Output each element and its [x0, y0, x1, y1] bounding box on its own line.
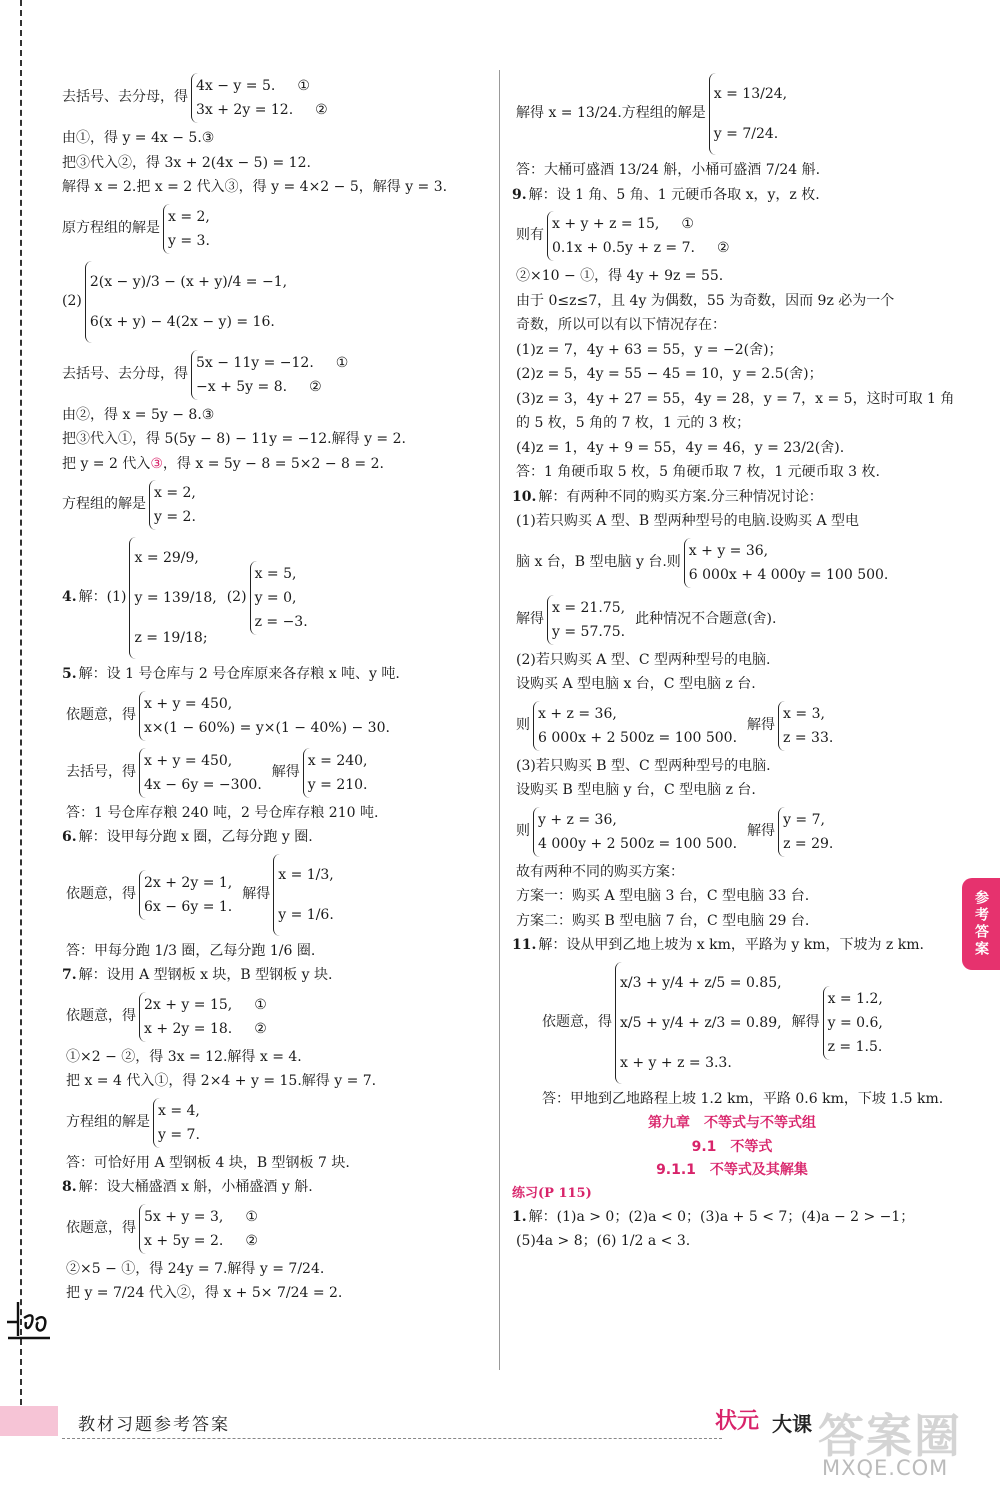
question-number: 10. — [512, 488, 537, 505]
eq: x + y = 450, — [144, 752, 233, 769]
line: (1)z = 7，4y + 63 = 55，y = −2(舍)； — [516, 341, 783, 358]
eq: x = 1/3, — [278, 866, 334, 883]
eq: x + z = 36, — [538, 705, 617, 722]
text: (2) — [226, 589, 247, 606]
footer — [0, 1400, 1000, 1487]
eq: y = 1/6. — [278, 906, 334, 923]
question-number: 6. — [62, 829, 77, 845]
eq: 4x − y = 5. — [196, 78, 276, 94]
text: 此种情况不合题意(舍). — [635, 610, 777, 627]
text: 解得 — [516, 610, 544, 627]
question-number: 7. — [62, 967, 77, 983]
line: 奇数，所以可以有以下情况存在： — [516, 317, 726, 333]
eq: x = 13/24, — [713, 86, 788, 102]
eq-mark: ② — [245, 1232, 258, 1249]
eq: y = 210. — [307, 776, 368, 793]
subsection-heading: 9.1.1 不等式及其解集 — [656, 1162, 808, 1178]
equation-system — [823, 986, 883, 1060]
eq: x = 5, — [254, 566, 297, 582]
eq: y = 3. — [168, 232, 210, 249]
exercise-1 — [512, 1209, 952, 1227]
line: 解得 x = 2.把 x = 2 代入③，得 y = 4×2 − 5，解得 y = 3. — [62, 179, 448, 195]
eq: z = 29. — [783, 835, 834, 852]
eq: x×(1 − 60%) = y×(1 − 40%) − 30. — [144, 719, 390, 736]
line — [512, 962, 952, 1084]
line: (2)z = 5，4y = 55 − 45 = 10，y = 2.5(舍)； — [516, 366, 823, 382]
equation-system — [129, 537, 216, 659]
right-column — [512, 66, 955, 1258]
text-marked: ③ — [150, 455, 163, 472]
eq: x + 5y = 2. — [144, 1232, 224, 1249]
eq: x/3 + y/4 + z/5 = 0.85, — [620, 974, 782, 991]
eq: 2(x − y)/3 − (x + y)/4 = −1, — [89, 273, 288, 290]
line — [62, 1204, 492, 1254]
equation-system — [139, 748, 262, 798]
line — [512, 73, 952, 155]
text: 方程组的解是 — [62, 496, 146, 513]
line: 由②，得 x = 5y − 8.③ — [62, 406, 215, 423]
eq: x + 2y = 18. — [144, 1020, 233, 1037]
question-10 — [512, 489, 952, 507]
eq-mark: ① — [335, 354, 349, 371]
eq: x + y + z = 3.3. — [620, 1054, 732, 1071]
column-divider — [499, 70, 500, 1370]
question-7 — [62, 967, 492, 985]
equation-system — [547, 595, 625, 645]
line: 答：可恰好用 A 型钢板 4 块，B 型钢板 7 块. — [66, 1154, 350, 1171]
cut-line — [20, 0, 22, 1405]
equation-system — [533, 807, 737, 857]
line — [62, 73, 492, 123]
eq: x + y = 450, — [144, 695, 233, 712]
equation-system — [191, 73, 328, 123]
question-number: 9. — [512, 186, 527, 203]
text: 解得 — [242, 885, 271, 902]
eq: x + y = 36, — [688, 542, 769, 559]
eq: 2x + 2y = 1, — [144, 874, 233, 891]
equation-system — [547, 211, 730, 261]
eq-mark: ① — [254, 996, 267, 1013]
equation-system — [303, 748, 368, 798]
line — [512, 807, 952, 857]
line — [62, 691, 492, 741]
eq: 6 000x + 4 000y = 100 500. — [688, 566, 889, 583]
equation-system — [533, 701, 737, 751]
eq-mark: ① — [245, 1208, 258, 1225]
question-number: 4. — [62, 589, 77, 606]
equation-system — [149, 480, 196, 530]
equation-system — [139, 992, 267, 1042]
line — [62, 350, 492, 400]
equation-system — [709, 73, 787, 155]
question-number: 5. — [62, 666, 77, 682]
line: 把③代入②，得 3x + 2(4x − 5) = 12. — [62, 154, 311, 171]
eq-mark: ② — [315, 102, 328, 118]
line — [62, 748, 492, 798]
text: 解：(1)a > 0；(2)a < 0；(3)a + 5 < 7；(4)a − 2 > −1； — [528, 1208, 915, 1225]
text: 原方程组的解是 — [62, 219, 160, 236]
line: (1)若只购买 A 型、B 型两种型号的电脑.设购买 A 型电 — [516, 513, 860, 529]
text: (2) — [62, 292, 82, 309]
line — [62, 204, 492, 254]
eq: 0.1x + 0.5y + z = 7. — [552, 240, 695, 256]
line: ②×10 − ①，得 4y + 9z = 55. — [516, 268, 724, 284]
text: 则 — [516, 822, 530, 839]
eq: x = 240, — [307, 752, 368, 769]
text: 解：设用 A 型钢板 x 块，B 型钢板 y 块. — [78, 967, 333, 983]
line: 故有两种不同的购买方案： — [516, 863, 684, 880]
eq: 6x − 6y = 1. — [144, 898, 233, 915]
text: 解得 — [791, 1013, 820, 1030]
text: 依题意，得 — [542, 1013, 612, 1030]
eq: z = 1.5. — [827, 1038, 883, 1055]
eq: x + y + z = 15, — [552, 216, 660, 232]
line — [512, 595, 952, 645]
text: ，得 x = 5y − 8 = 5×2 − 8 = 2. — [162, 455, 384, 472]
text: 解：设 1 角、5 角、1 元硬币各取 x，y，z 枚. — [528, 186, 820, 203]
text: 解：(1) — [78, 589, 127, 606]
eq: y = 7, — [783, 811, 825, 828]
eq-mark: ② — [254, 1020, 267, 1037]
text: 把 y = 2 代入 — [62, 455, 151, 472]
line — [62, 992, 492, 1042]
equation-system — [139, 691, 390, 741]
line: 方案一：购买 A 型电脑 3 台，C 型电脑 33 台. — [516, 888, 810, 904]
eq: x = 21.75, — [552, 599, 626, 616]
eq: x = 1.2, — [827, 990, 883, 1007]
eq: x = 2, — [168, 208, 210, 225]
equation-system — [139, 870, 232, 920]
equation-system — [615, 962, 782, 1084]
line — [62, 456, 492, 474]
question-number: 8. — [62, 1179, 77, 1195]
line: 答：1 角硬币取 5 枚，5 角硬币取 7 枚，1 元硬币取 3 枚. — [516, 464, 880, 480]
line — [512, 701, 952, 751]
question-5 — [62, 666, 492, 684]
section-heading: 9.1 不等式 — [691, 1138, 773, 1155]
eq: y = 139/18, — [134, 590, 217, 606]
line: 由于 0≤z≤7，且 4y 为偶数，55 为奇数，因而 9z 必为一个 — [516, 292, 895, 309]
equation-system — [778, 701, 833, 751]
text: 依题意，得 — [66, 1007, 136, 1024]
eq: −x + 5y = 8. — [196, 378, 288, 395]
question-8 — [62, 1179, 492, 1197]
left-column — [62, 66, 492, 1310]
equation-system — [684, 538, 889, 588]
eq: y + z = 36, — [538, 811, 617, 828]
eq: y = 7/24. — [713, 126, 779, 142]
line: (3)z = 3，4y + 27 = 55，4y = 28，y = 7，x = 5，这时可取 1 角 — [516, 390, 955, 407]
text: 解：设大桶盛酒 x 斛，小桶盛酒 y 斛. — [78, 1179, 313, 1195]
line — [512, 538, 952, 588]
eq-mark: ① — [681, 216, 694, 232]
eq: 5x − 11y = −12. — [196, 354, 314, 371]
line: (3)若只购买 B 型、C 型两种型号的电脑. — [516, 757, 771, 774]
eq: z = 19/18; — [134, 630, 208, 646]
text: 则 — [516, 716, 530, 733]
line — [62, 261, 492, 343]
line — [512, 211, 952, 261]
text: 依题意，得 — [66, 1219, 136, 1236]
line: 答：甲每分跑 1/3 圈，乙每分跑 1/6 圈. — [66, 942, 316, 959]
line: 把 y = 7/24 代入②，得 x + 5× 7/24 = 2. — [66, 1285, 343, 1301]
line: (4)z = 1，4y + 9 = 55，4y = 46，y = 23/2(舍). — [516, 439, 845, 456]
line: (2)若只购买 A 型、C 型两种型号的电脑. — [516, 651, 771, 668]
eq: z = −3. — [254, 614, 308, 630]
text: 解得 — [747, 822, 776, 839]
question-number: 11. — [512, 937, 537, 953]
text: 解：设从甲到乙地上坡为 x km，平路为 y km，下坡为 z km. — [538, 937, 924, 953]
eq: x = 3, — [783, 705, 825, 722]
line — [62, 480, 492, 530]
watermark-url: MXQE.COM — [822, 1456, 949, 1480]
line: 的 5 枚，5 角的 7 枚，1 元的 3 枚； — [516, 415, 751, 431]
text: 则有 — [516, 227, 544, 244]
eq: 4x − 6y = −300. — [144, 776, 262, 793]
line: 设购买 A 型电脑 x 台，C 型电脑 z 台. — [516, 676, 756, 692]
line: 答：大桶可盛酒 13/24 斛，小桶可盛酒 7/24 斛. — [516, 162, 821, 178]
brand-suffix: 大课 — [772, 1412, 812, 1436]
footer-pink-block — [0, 1406, 58, 1436]
text: 方程组的解是 — [66, 1113, 150, 1130]
eq: 6(x + y) − 4(2x − y) = 16. — [89, 313, 275, 330]
equation-system — [139, 1204, 258, 1254]
eq: y = 7. — [158, 1126, 200, 1143]
question-11 — [512, 937, 952, 955]
question-4 — [62, 537, 492, 659]
text: 脑 x 台，B 型电脑 y 台.则 — [516, 553, 681, 570]
equation-system — [273, 854, 334, 936]
line — [62, 1098, 492, 1148]
eq-mark: ② — [716, 240, 730, 256]
footer-text: 教材习题参考答案 — [78, 1415, 230, 1435]
line — [62, 854, 492, 936]
equation-system — [163, 204, 210, 254]
text: 依题意，得 — [66, 706, 136, 723]
text: 解得 — [747, 716, 776, 733]
equation-system — [153, 1098, 200, 1148]
question-number: 1. — [512, 1208, 527, 1225]
brand-logo: 状元 — [715, 1409, 760, 1434]
text: 解：设甲每分跑 x 圈，乙每分跑 y 圈. — [78, 829, 313, 845]
eq: x/5 + y/4 + z/3 = 0.89, — [620, 1014, 782, 1031]
side-tab: 参考答案 — [962, 878, 1000, 970]
equation-system — [191, 350, 348, 400]
equation-system — [250, 561, 308, 635]
eq: z = 33. — [783, 729, 834, 746]
text: 依题意，得 — [66, 885, 136, 902]
text: 解得 x = 13/24.方程组的解是 — [516, 105, 706, 122]
text: 解：设 1 号仓库与 2 号仓库原来各存粮 x 吨、y 吨. — [78, 666, 400, 682]
line: 设购买 B 型电脑 y 台，C 型电脑 z 台. — [516, 782, 756, 798]
equation-system — [778, 807, 833, 857]
line: (5)4a > 8；(6) 1/2 a < 3. — [516, 1233, 691, 1250]
line: 把 x = 4 代入①，得 2×4 + y = 15.解得 y = 7. — [66, 1073, 377, 1089]
text: 去括号，得 — [66, 763, 136, 780]
text: 去括号、去分母，得 — [62, 89, 188, 106]
eq: y = 0, — [254, 590, 297, 606]
eq: x = 2, — [154, 485, 196, 501]
eq: 5x + y = 3, — [144, 1208, 224, 1225]
eq: 6 000x + 2 500z = 100 500. — [538, 729, 738, 746]
line: 方案二：购买 B 型电脑 7 台，C 型电脑 29 台. — [516, 912, 810, 929]
footer-dashed-line — [62, 1438, 722, 1439]
line: ①×2 − ②，得 3x = 12.解得 x = 4. — [66, 1048, 302, 1065]
page-number-handwritten — [4, 1292, 54, 1344]
line: 答：1 号仓库存粮 240 吨，2 号仓库存粮 210 吨. — [66, 804, 379, 821]
eq: x = 29/9, — [134, 550, 199, 566]
text: 解得 — [271, 763, 300, 780]
eq: y = 57.75. — [552, 623, 626, 640]
question-9 — [512, 187, 952, 205]
equation-system — [85, 261, 287, 343]
eq: x = 4, — [158, 1102, 200, 1119]
line: 答：甲地到乙地路程上坡 1.2 km，平路 0.6 km，下坡 1.5 km. — [542, 1090, 944, 1107]
line: ②×5 − ①，得 24y = 7.解得 y = 7/24. — [66, 1260, 325, 1277]
eq: 3x + 2y = 12. — [196, 102, 294, 118]
eq: 2x + y = 15, — [144, 996, 233, 1013]
line: 由①，得 y = 4x − 5.③ — [62, 130, 215, 146]
question-6 — [62, 829, 492, 847]
eq: y = 2. — [154, 509, 196, 525]
text: 解：有两种不同的购买方案.分三种情况讨论： — [538, 488, 823, 505]
chapter-heading: 第九章 不等式与不等式组 — [648, 1115, 816, 1131]
eq: 4 000y + 2 500z = 100 500. — [538, 835, 738, 852]
eq: y = 0.6, — [827, 1014, 883, 1031]
eq-mark: ① — [297, 78, 310, 94]
line: 把③代入①，得 5(5y − 8) − 11y = −12.解得 y = 2. — [62, 431, 406, 447]
text: 去括号、去分母，得 — [62, 365, 188, 382]
exercise-label: 练习(P 115) — [512, 1185, 592, 1201]
eq-mark: ② — [309, 378, 322, 395]
watermark: 答案圈 — [818, 1409, 962, 1463]
